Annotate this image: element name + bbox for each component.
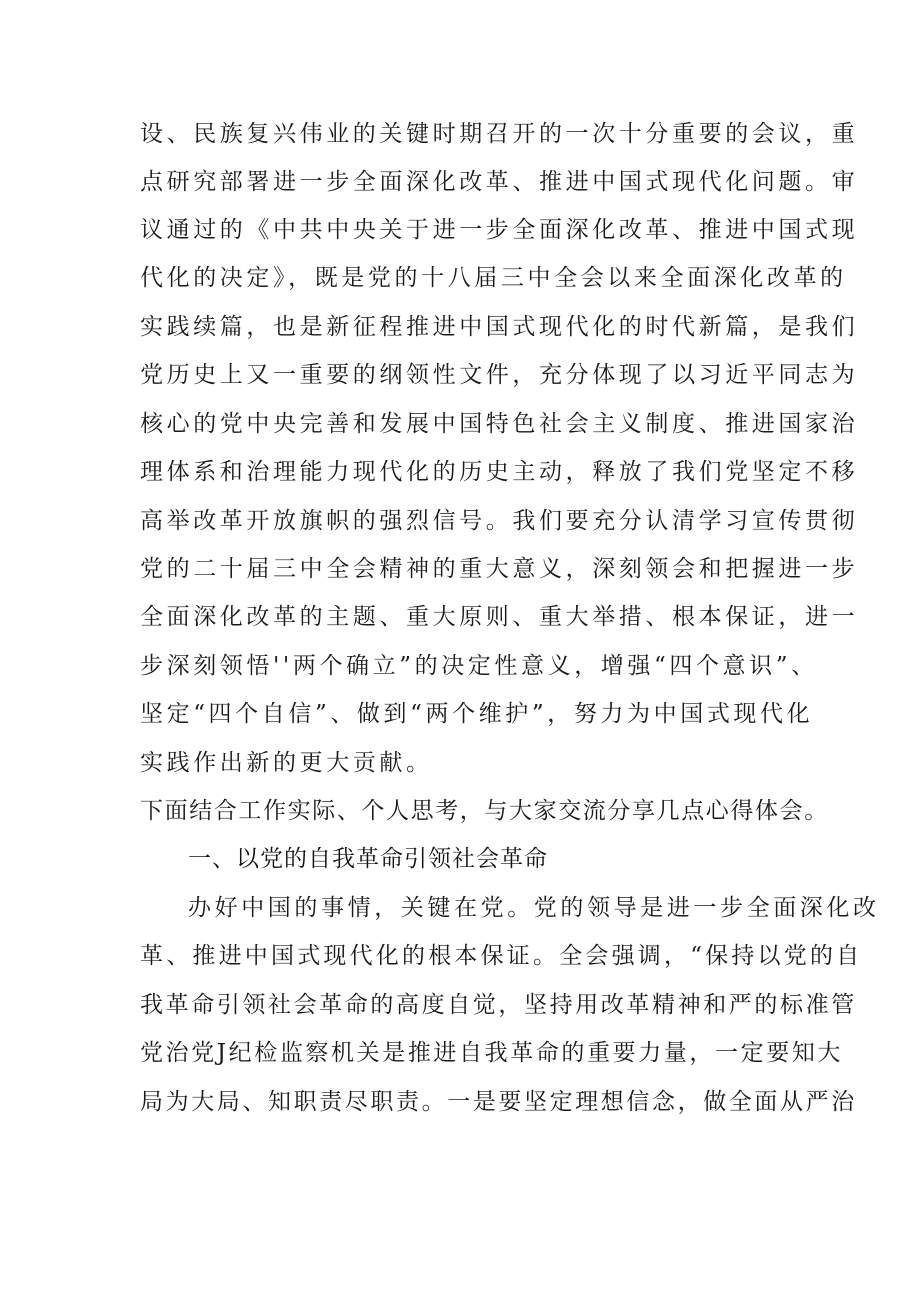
intro-line: 下面结合工作实际、个人思考，与大家交流分享几点心得体会。 xyxy=(140,798,829,824)
text-line: 坚定“四个自信”、做到“两个维护”，努力为中国式现代化 xyxy=(140,701,814,727)
text-line: 点研究部署进一步全面深化改革、推进中国式现代化问题。审 xyxy=(140,169,859,195)
text-line: 高举改革开放旗帜的强烈信号。我们要充分认清学习宣传贯彻 xyxy=(140,508,859,534)
text-line: 局为大局、知职责尽职责。一是要坚定理想信念，做全面从严治 xyxy=(140,1089,857,1115)
text-line: 实践续篇，也是新征程推进中国式现代化的时代新篇，是我们 xyxy=(140,314,859,340)
text-line: 党的二十届三中全会精神的重大意义，深刻领会和把握进一步 xyxy=(140,556,859,582)
text-line: 党治党J纪检监察机关是推进自我革命的重要力量，一定要知大 xyxy=(140,1040,844,1066)
text-line: 办好中国的事情，关键在党。党的领导是进一步全面深化改 xyxy=(188,895,880,921)
text-line: 核心的党中央完善和发展中国特色社会主义制度、推进国家治 xyxy=(140,411,859,437)
section-heading: 一、以党的自我革命引领社会革命 xyxy=(188,846,548,872)
text-line: 理体系和治理能力现代化的历史主动，释放了我们党坚定不移 xyxy=(140,459,859,485)
text-line: 实践作出新的更大贡献。 xyxy=(140,750,433,776)
text-line: 全面深化改革的主题、重大原则、重大举措、根本保证，进一 xyxy=(140,604,859,630)
text-line: 步深刻领悟''两个确立”的决定性意义，增强“四个意识”、 xyxy=(140,653,818,679)
text-line: 党历史上又一重要的纲领性文件，充分体现了以习近平同志为 xyxy=(140,362,859,388)
text-line: 我革命引领社会革命的高度自觉，坚持用改革精神和严的标准管 xyxy=(140,992,857,1018)
text-line: 革、推进中国式现代化的根本保证。全会强调，“保持以党的自 xyxy=(140,943,863,969)
text-line: 代化的决定》，既是党的十八届三中全会以来全面深化改革的 xyxy=(140,265,847,291)
text-line: 议通过的《中共中央关于进一步全面深化改革、推进中国式现 xyxy=(140,217,859,243)
text-line: 设、民族复兴伟业的关键时期召开的一次十分重要的会议，重 xyxy=(140,121,859,147)
